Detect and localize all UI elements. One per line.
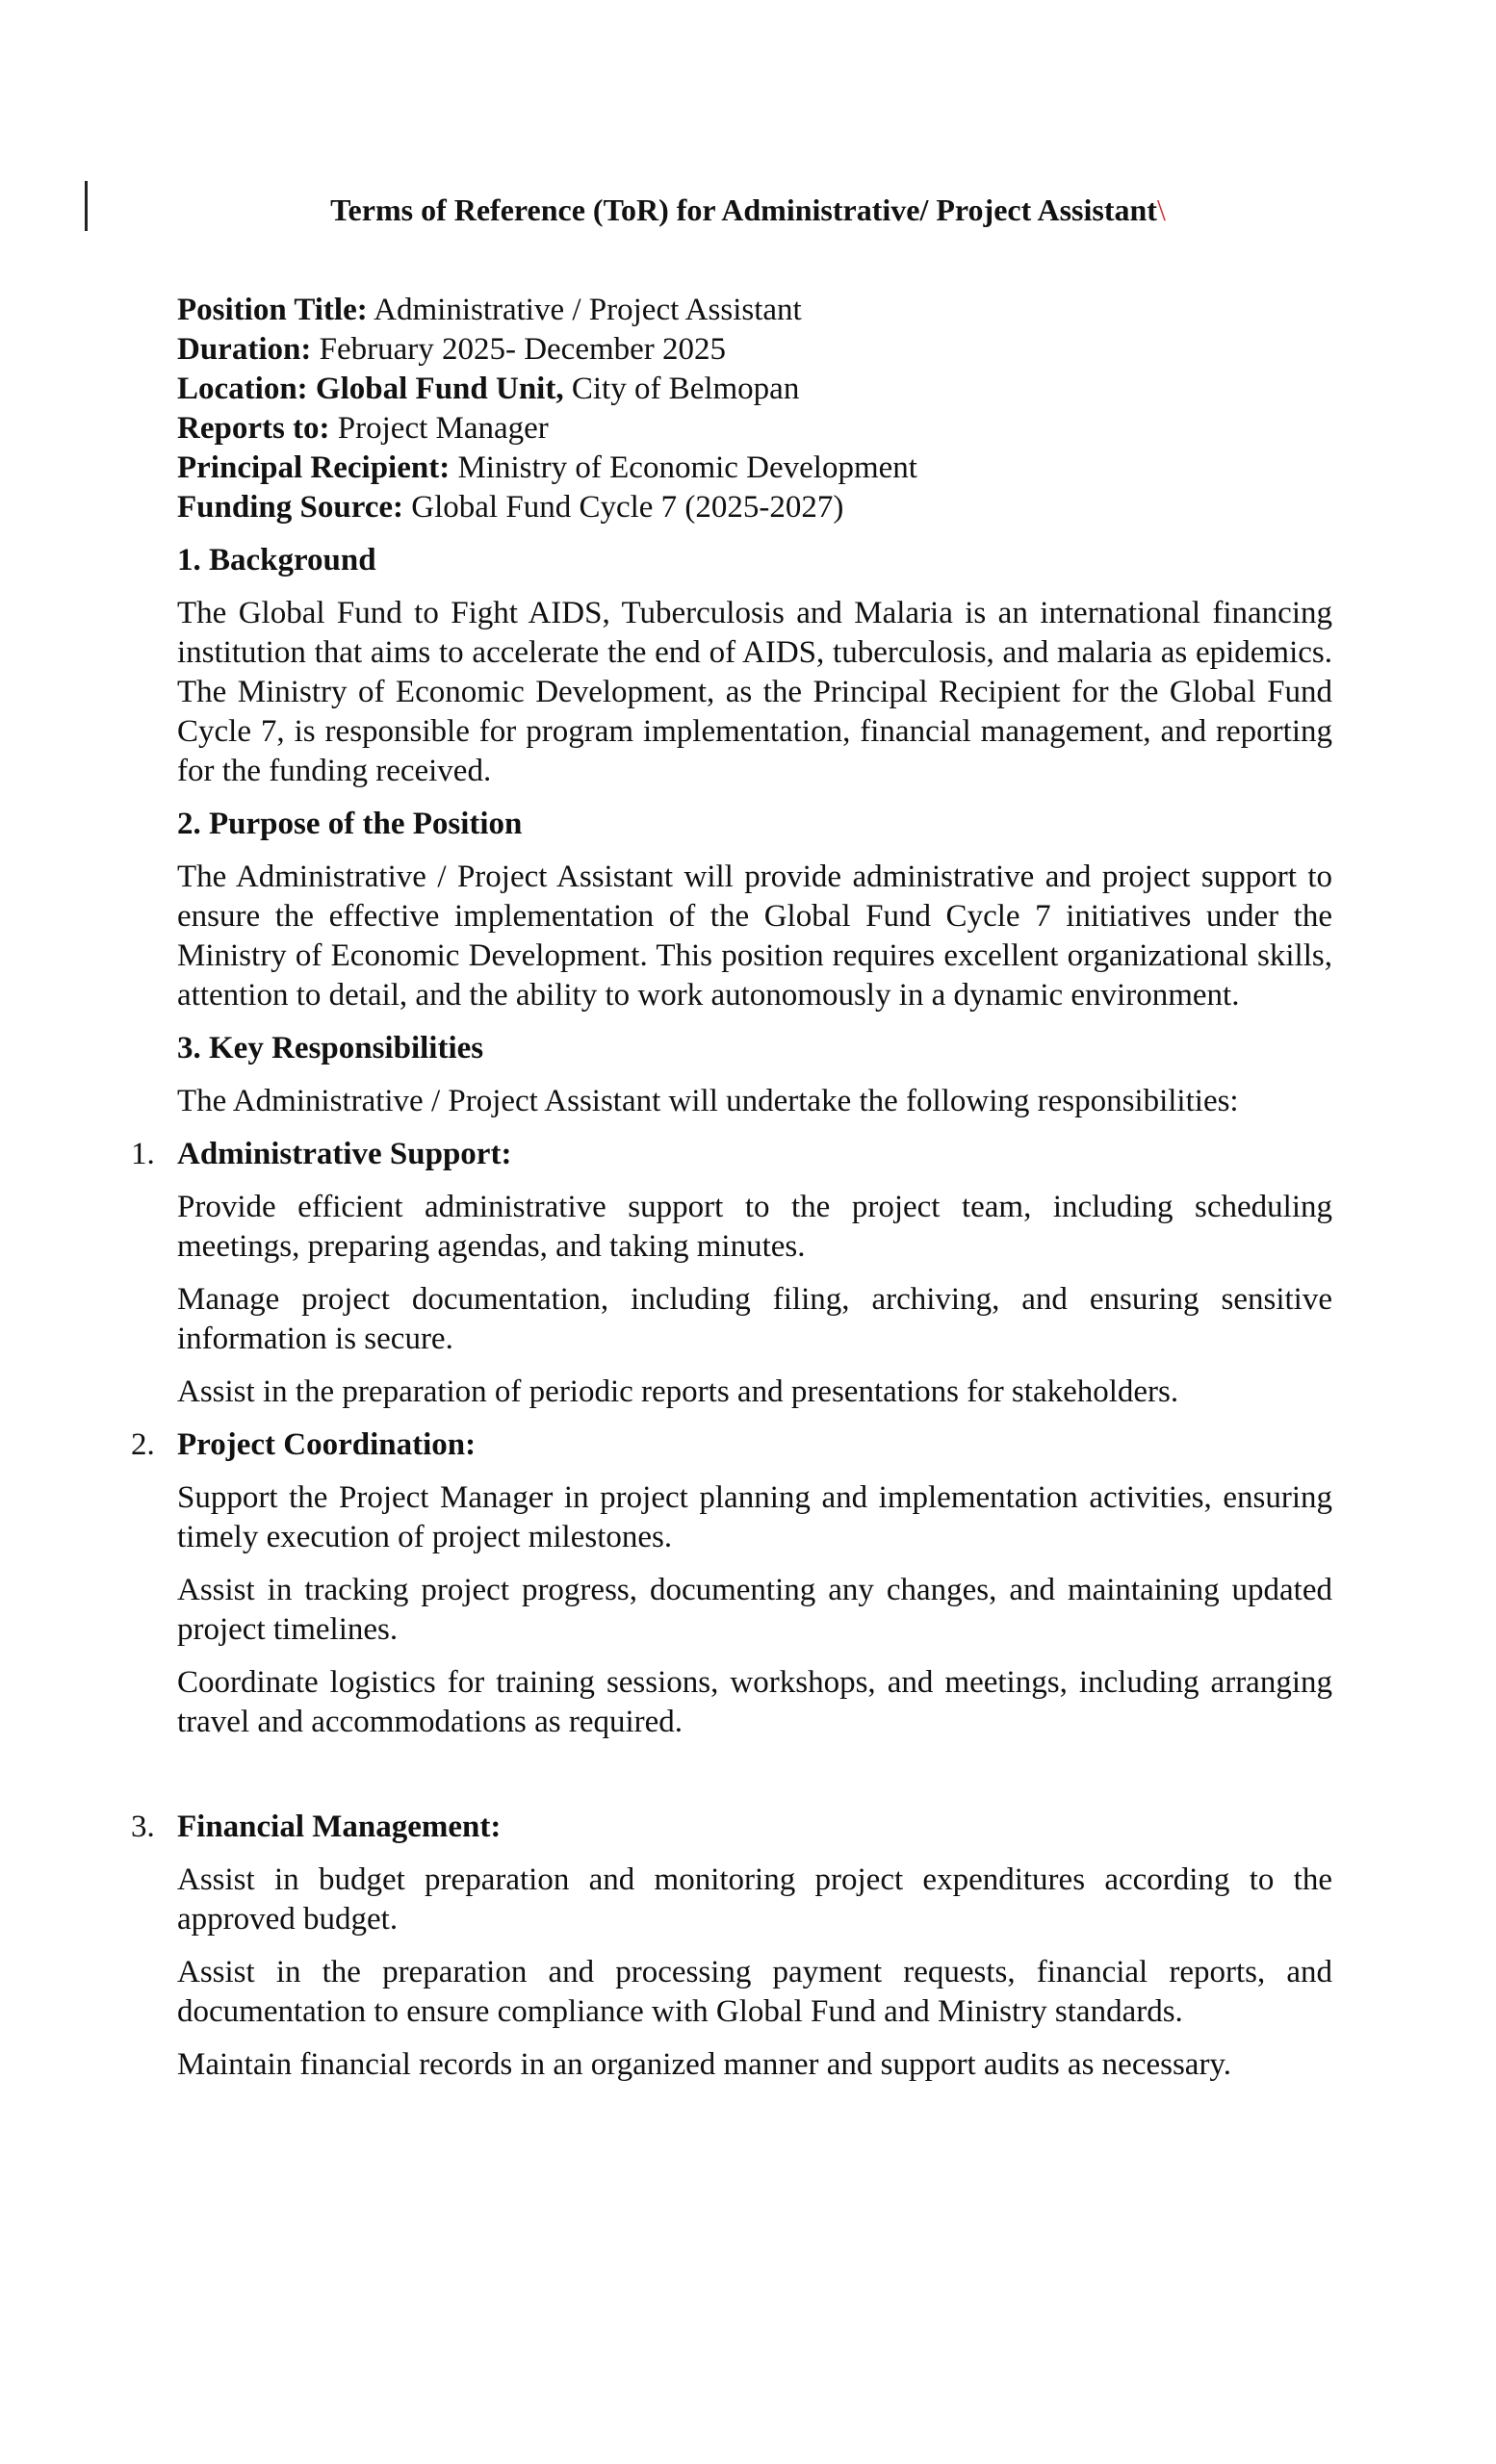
heading-background: 1. Background xyxy=(177,543,376,578)
list-item: Support the Project Manager in project planning and implementation activities, ensuring timely execution of project milestones. xyxy=(177,1480,1332,1554)
responsibility-item-administrative-support: 1. Administrative Support: xyxy=(131,1137,512,1171)
meta-funding-source: Funding Source: Global Fund Cycle 7 (2025-2027) xyxy=(177,490,844,525)
meta-reports-to: Reports to: Project Manager xyxy=(177,411,549,446)
title-mark: \ xyxy=(1156,192,1166,227)
list-item: Assist in tracking project progress, documenting any changes, and maintaining updated project timelines. xyxy=(177,1573,1332,1647)
meta-location: Location: Global Fund Unit, City of Belmopan xyxy=(177,372,800,406)
meta-position-title: Position Title: Administrative / Project Assistant xyxy=(177,293,802,327)
list-item: Manage project documentation, including filing, archiving, and ensuring sensitive information is secure. xyxy=(177,1282,1332,1356)
responsibility-item-project-coordination: 2. Project Coordination: xyxy=(131,1427,477,1462)
list-item: Assist in budget preparation and monitoring project expenditures according to the approved budget. xyxy=(177,1862,1332,1937)
list-item: Assist in the preparation of periodic reports and presentations for stakeholders. xyxy=(177,1374,1179,1409)
list-item: Maintain financial records in an organized manner and support audits as necessary. xyxy=(177,2047,1232,2082)
list-item: Provide efficient administrative support to the project team, including scheduling meetings, preparing agendas, and taking minutes. xyxy=(177,1190,1332,1264)
heading-purpose: 2. Purpose of the Position xyxy=(177,807,523,841)
list-item: Assist in the preparation and processing payment requests, financial reports, and documentation to ensure compliance with Global Fund and Ministry standards. xyxy=(177,1955,1332,2029)
document-body xyxy=(131,291,1332,2085)
document-title xyxy=(0,191,1496,229)
heading-responsibilities: 3. Key Responsibilities xyxy=(177,1031,484,1065)
responsibilities-intro: The Administrative / Project Assistant will undertake the following responsibilities: xyxy=(177,1084,1239,1118)
list-item: Coordinate logistics for training sessions, workshops, and meetings, including arranging travel and accommodations as required. xyxy=(177,1665,1332,1739)
purpose-text: The Administrative / Project Assistant will provide administrative and project support to ensure the effective implementation of the Global Fund Cycle 7 initiatives under the Ministry of Economic Development. This position requires excellent organizational skills, attention to detail, and the ability to work autonomously in a dynamic environment. xyxy=(177,860,1332,1013)
meta-principal-recipient: Principal Recipient: Ministry of Economic Development xyxy=(177,450,917,485)
background-text: The Global Fund to Fight AIDS, Tuberculosis and Malaria is an international financing institution that aims to accelerate the end of AIDS, tuberculosis, and malaria as epidemics. The Ministry of Economic Development, as the Principal Recipient for the Global Fund Cycle 7, is responsible for program implementation, financial management, and reporting for the funding received. xyxy=(177,596,1332,788)
meta-duration: Duration: February 2025- December 2025 xyxy=(177,332,727,367)
responsibility-item-financial-management: 3. Financial Management: xyxy=(131,1810,502,1844)
title-text: Terms of Reference (ToR) for Administrative/ Project Assistant xyxy=(330,192,1157,227)
